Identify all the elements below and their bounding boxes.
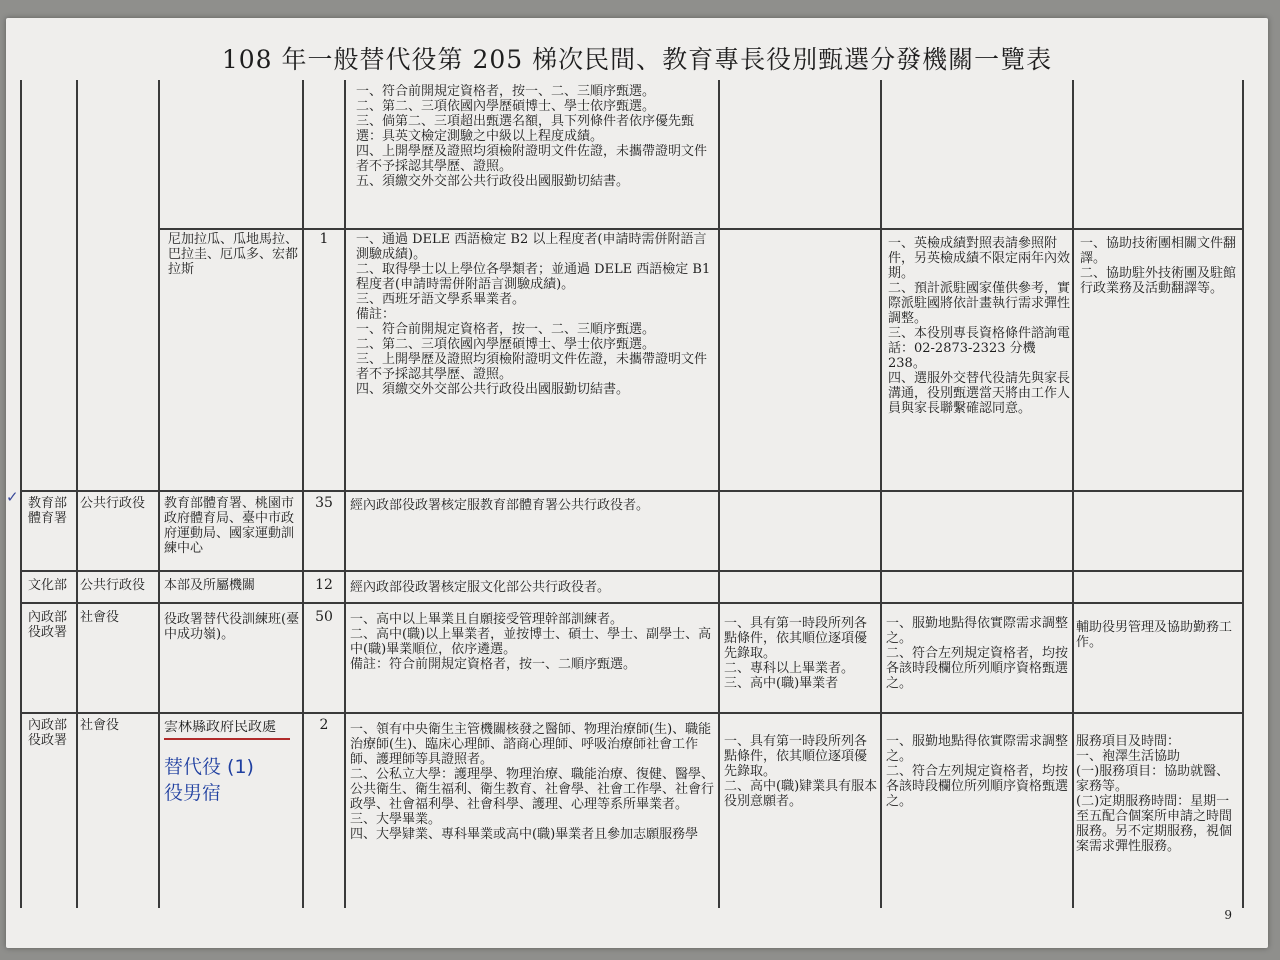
qualification-line: 四、須繳交外交部公共行政役出國服勤切結書。 — [356, 382, 630, 397]
qualification-line: 四、上開學歷及證照均須檢附證明文件佐證，未攜帶證明文件者不予採認其學歷、證照。 — [356, 144, 708, 174]
handwritten-line: 役男宿 — [164, 782, 222, 804]
duty-line: 一、協助技術團相關文件翻譯。 — [1080, 236, 1237, 266]
qualification-line: 一、符合前開規定資格者，按一、二、三順序甄選。 — [356, 84, 656, 99]
qualification-line: 一、符合前開規定資格者，按一、二、三順序甄選。 — [356, 322, 656, 337]
agency-cell: 文化部 — [28, 578, 68, 593]
notes-cell — [886, 734, 1070, 809]
qualification-line: 三、倘第二、三項超出甄選名額，具下列條件者依序優先甄選：具英文檢定測驗之中級以上程度成績。 — [356, 114, 695, 144]
notes-cell — [888, 236, 1070, 490]
duty-line: 服務項目及時間： — [1076, 734, 1181, 749]
page-number: 9 — [1224, 908, 1232, 922]
qualifications-cell — [350, 722, 716, 908]
qualification-line: 一、高中以上畢業且自願接受管理幹部訓練者。 — [350, 612, 624, 627]
service-cell: 公共行政役 — [80, 578, 146, 593]
unit-cell: 尼加拉瓜、瓜地馬拉、巴拉圭、厄瓜多、宏都拉斯 — [168, 232, 299, 277]
qualification-line: 經內政部役政署核定服教育部體育署公共行政役者。 — [350, 498, 650, 513]
unit-cell: 教育部體育署、桃園市政府體育局、臺中市政府運動局、國家運動訓練中心 — [164, 496, 295, 556]
quota-cell: 2 — [319, 718, 329, 733]
qualification-line: 二、高中(職)以上畢業者，並按博士、碩士、學士、副學士、高中(職)畢業順位，依序遴選。 — [350, 627, 712, 657]
service-cell: 社會役 — [80, 610, 120, 625]
grid-line — [20, 570, 1242, 572]
pen-mark-icon: ✓ — [6, 488, 19, 506]
duty-line: 輔助役男管理及協助勤務工作。 — [1076, 620, 1233, 650]
grid-line — [20, 80, 22, 908]
note-line: 二、預計派駐國家僅供參考，實際派駐國將依計畫執行需求彈性調整。 — [888, 281, 1070, 326]
qualification-line: 經內政部役政署核定服文化部公共行政役者。 — [350, 580, 611, 595]
qualification-line: 備註： — [356, 307, 396, 322]
qualification-line: 一、通過 DELE 西語檢定 B2 以上程度者(申請時需併附語言測驗成績)。 — [356, 232, 707, 262]
agency-cell: 教育部體育署 — [28, 496, 68, 526]
quota-cell: 35 — [315, 496, 333, 511]
duties-cell — [1080, 236, 1240, 296]
handwritten-line: 替代役 (1) — [164, 756, 254, 778]
qualification-line: 三、大學畢業。 — [350, 812, 442, 827]
order-line: 一、具有第一時段所列各點條件，依其順位逐項優先錄取。 — [724, 616, 868, 661]
duty-line: 一、袍澤生活協助 — [1076, 749, 1181, 764]
agency-cell: 內政部役政署 — [28, 718, 68, 748]
handwritten-note — [164, 754, 304, 806]
qualification-line: 一、領有中央衛生主管機關核發之醫師、物理治療師(生)、職能治療師(生)、臨床心理師、諮商心理師、呼吸治療師社會工作師、護理師等具證照者。 — [350, 722, 712, 767]
qualification-line: 二、公私立大學：護理學、物理治療、職能治療、復健、醫學、公共衛生、衛生福利、衛生教育、社會學、社會工作學、社會行政學、社會福利學、社會科學、護理、心理等系所畢業者。 — [350, 767, 715, 812]
note-line: 一、英檢成績對照表請參照附件，另英檢成績不限定兩年內效期。 — [888, 236, 1070, 281]
quota-cell: 1 — [319, 232, 329, 247]
qualification-line: 二、取得學士以上學位各學類者；並通過 DELE 西語檢定 B1 程度者(申請時需併附語言測驗成績)。 — [356, 262, 715, 292]
qualifications-cell — [350, 580, 716, 595]
agency-cell: 內政部役政署 — [28, 610, 68, 640]
quota-cell: 50 — [315, 610, 333, 625]
qualification-line: 二、第二、三項依國內學歷碩博士、學士依序甄選。 — [356, 337, 656, 352]
note-line: 三、本役別專長資格條件諮詢電話：02-2873-2323 分機 238。 — [888, 326, 1070, 371]
qualification-line: 三、西班牙語文學系畢業者。 — [356, 292, 526, 307]
grid-line — [718, 80, 720, 908]
unit-cell: 本部及所屬機關 — [164, 578, 256, 593]
note-line: 二、符合左列規定資格者，均按各該時段欄位所列順序資格甄選之。 — [886, 646, 1069, 691]
duties-cell — [1076, 734, 1240, 908]
duty-line: (二)定期服務時間：星期一至五配合個案所申請之時間服務。另不定期服務，視個案需求彈性服務。 — [1076, 794, 1233, 854]
grid-line — [880, 80, 882, 908]
service-cell: 公共行政役 — [80, 496, 146, 511]
qualifications-cell — [356, 232, 716, 490]
order-cell — [724, 616, 878, 691]
qualification-line: 四、大學肄業、專科畢業或高中(職)畢業者且參加志願服務學 — [350, 827, 699, 842]
note-line: 四、選服外交替代役請先與家長溝通，役別甄選當天將由工作人員與家長聯繫確認同意。 — [888, 371, 1070, 416]
table-row-qualifications — [356, 84, 718, 230]
qualification-line: 二、第二、三項依國內學歷碩博士、學士依序甄選。 — [356, 99, 656, 114]
qualification-line: 五、須繳交外交部公共行政役出國服勤切結書。 — [356, 174, 630, 189]
service-cell: 社會役 — [80, 718, 120, 733]
document-title: 108 年一般替代役第 205 梯次民間、教育專長役別甄選分發機關一覽表 — [221, 45, 1053, 74]
duty-line: 二、協助駐外技術團及駐館行政業務及活動翻譯等。 — [1080, 266, 1237, 296]
note-line: 一、服勤地點得依實際需求調整之。 — [886, 734, 1069, 764]
qualifications-cell — [350, 498, 716, 513]
grid-line — [158, 80, 160, 908]
note-line: 二、符合左列規定資格者，均按各該時段欄位所列順序資格甄選之。 — [886, 764, 1069, 809]
qualifications-cell — [350, 612, 716, 714]
grid-line — [344, 80, 346, 908]
note-line: 一、服勤地點得依實際需求調整之。 — [886, 616, 1069, 646]
grid-line — [1242, 80, 1244, 908]
document-page — [6, 18, 1268, 948]
order-line: 二、高中(職)肄業具有服本役別意願者。 — [724, 779, 878, 809]
grid-line — [76, 80, 78, 908]
order-line: 一、具有第一時段所列各點條件，依其順位逐項優先錄取。 — [724, 734, 868, 779]
duties-cell — [1076, 620, 1240, 650]
grid-line — [20, 490, 1242, 492]
unit-cell: 雲林縣政府民政處 — [164, 720, 276, 735]
order-line: 二、專科以上畢業者。 — [724, 661, 855, 676]
qualification-line: 三、上開學歷及證照均須檢附證明文件佐證，未攜帶證明文件者不予採認其學歷、證照。 — [356, 352, 708, 382]
red-ink-underline — [164, 738, 290, 740]
duty-line: (一)服務項目：協助就醫、家務等。 — [1076, 764, 1230, 794]
qualification-line: 備註：符合前開規定資格者，按一、二順序甄選。 — [350, 657, 637, 672]
order-line: 三、高中(職)畢業者 — [724, 676, 839, 691]
grid-line — [20, 602, 1242, 604]
quota-cell: 12 — [315, 578, 333, 593]
notes-cell — [886, 616, 1070, 691]
unit-cell: 役政署替代役訓練班(臺中成功嶺)。 — [164, 612, 300, 642]
grid-line — [1072, 80, 1074, 908]
order-cell — [724, 734, 878, 809]
